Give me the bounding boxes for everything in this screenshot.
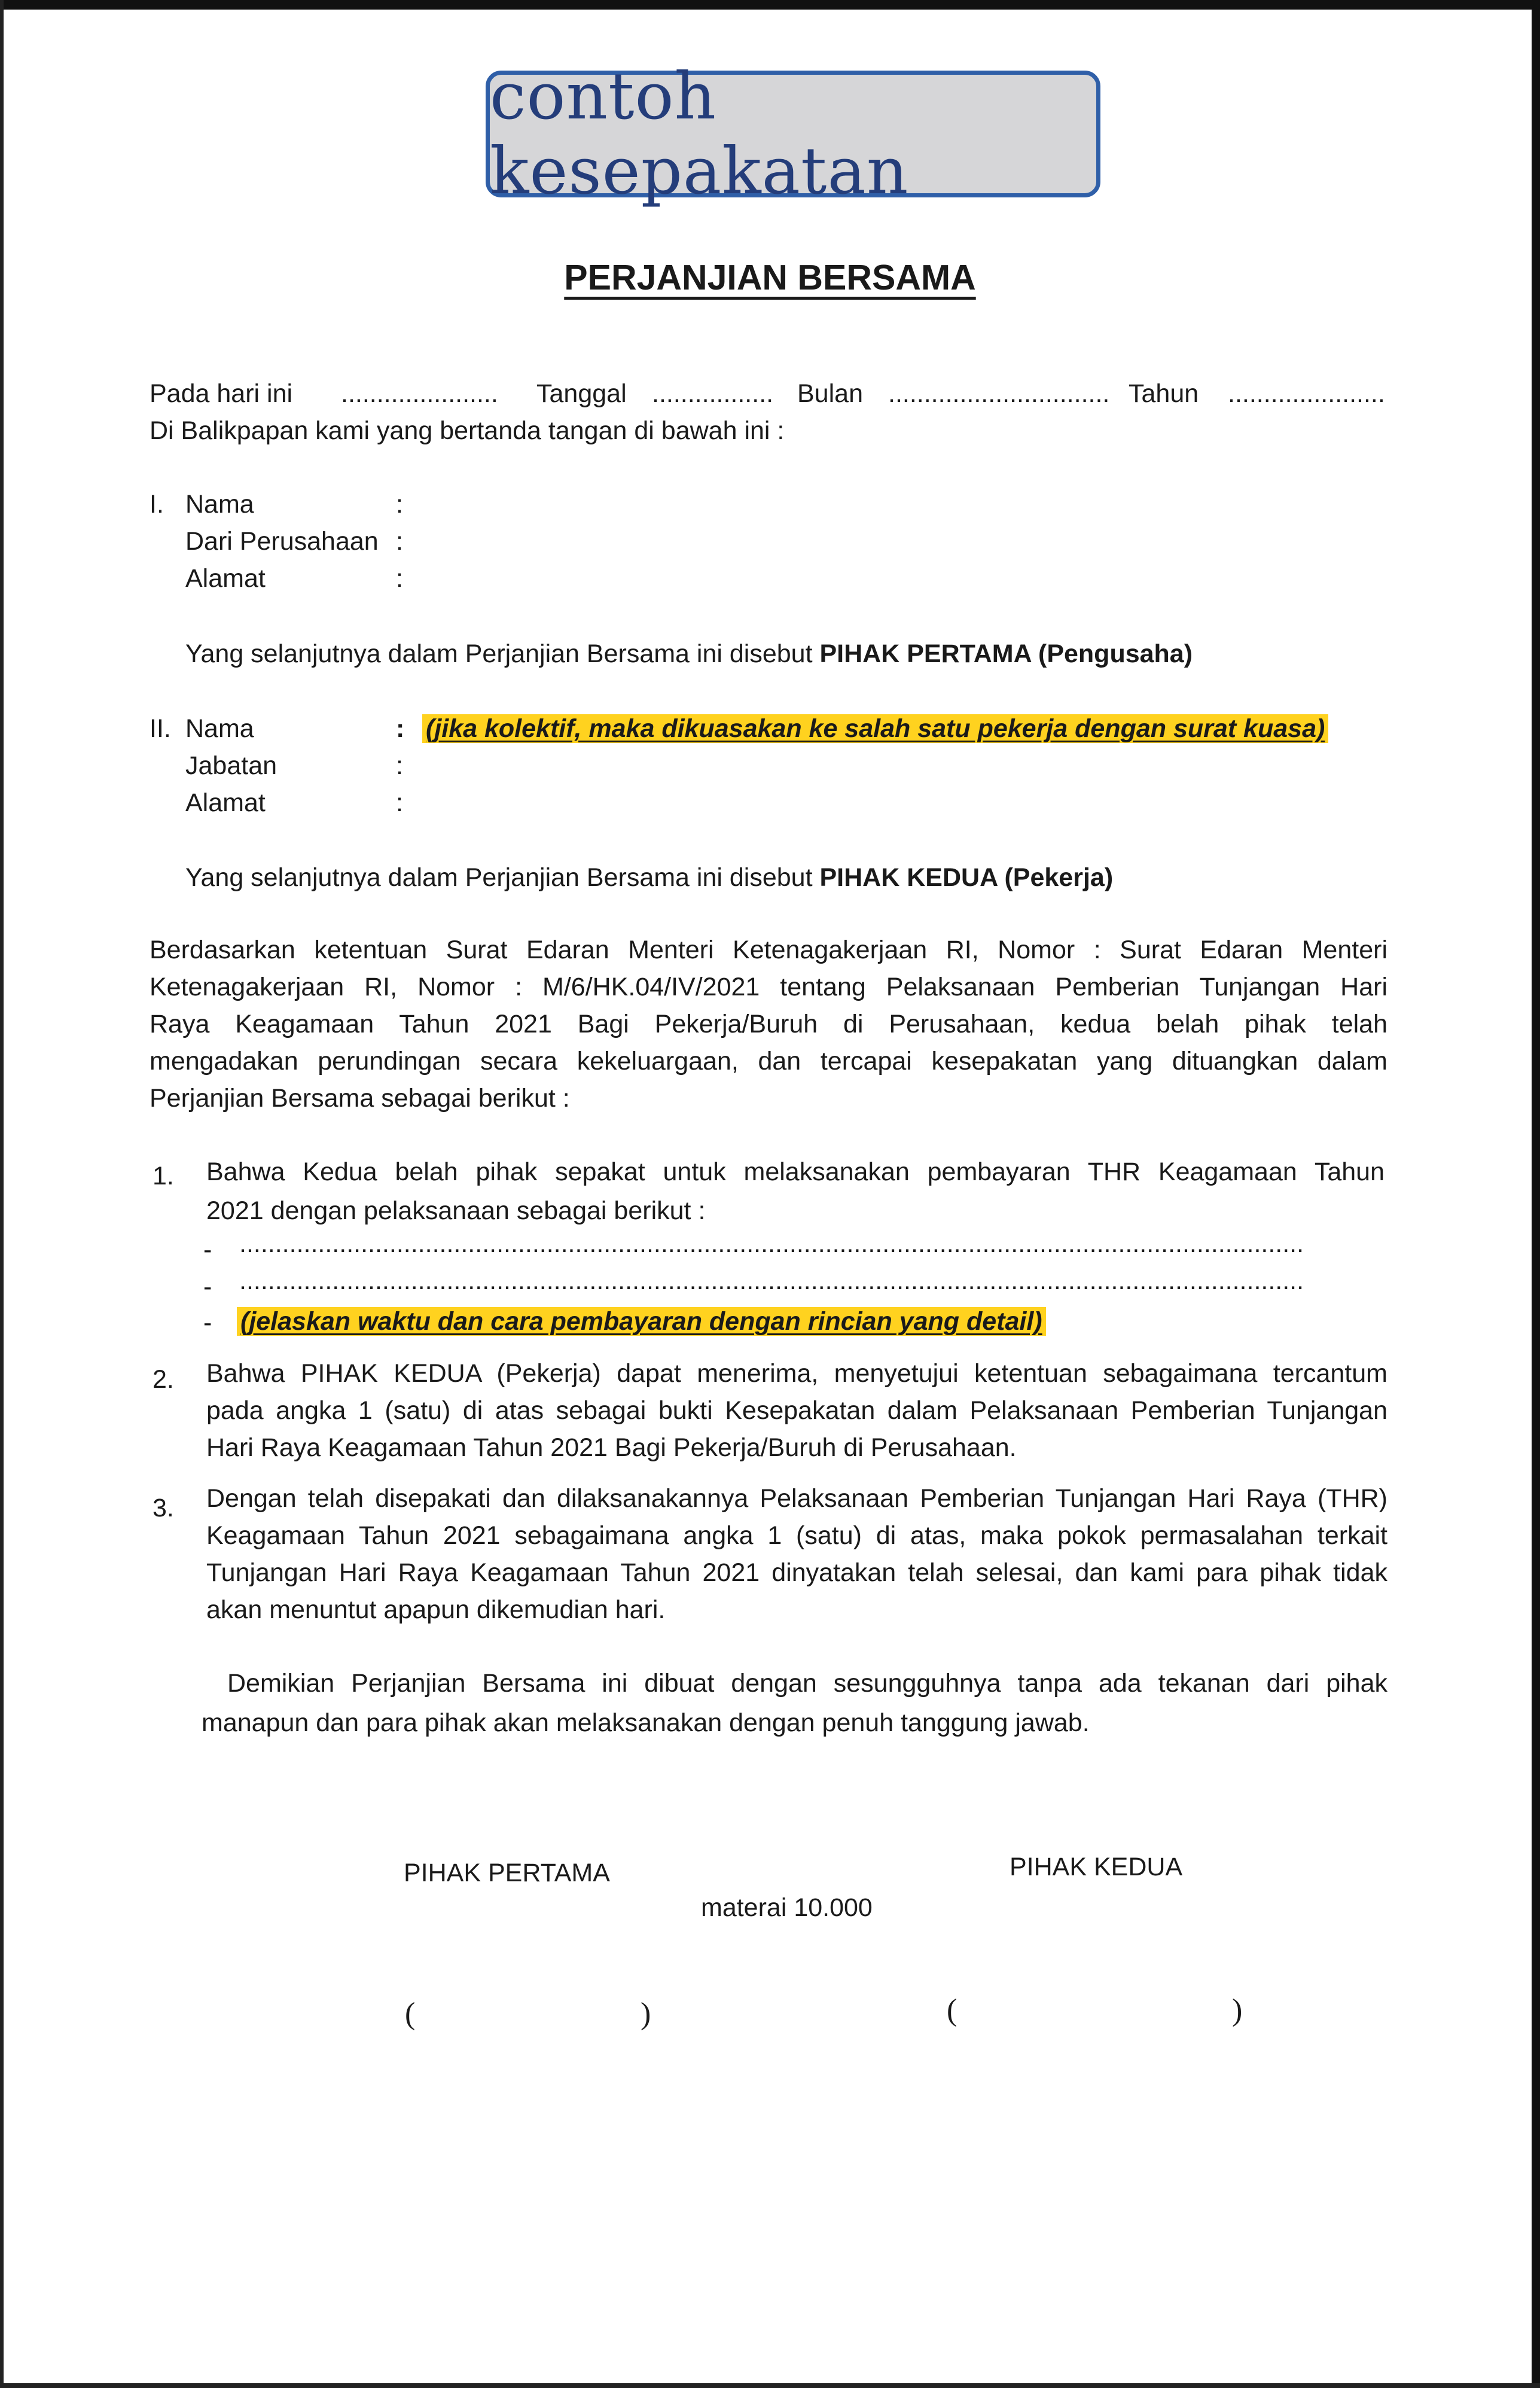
scan-edge-top (0, 0, 1540, 10)
item2-number: 2. (153, 1365, 174, 1394)
closing-line-2: manapun dan para pihak akan melaksanakan dengan penuh tanggung jawab. (202, 1708, 1090, 1737)
item1-highlight-line (237, 1303, 1046, 1340)
basis-line-4: mengadakan perundingan secara kekeluargaan, dan tercapai kesepakatan yang dituangkan dalam (150, 1047, 1387, 1076)
party2-jabatan-label: Jabatan (185, 751, 277, 780)
item1-line-1: Bahwa Kedua belah pihak sepakat untuk melaksanakan pembayaran THR Keagamaan Tahun (206, 1158, 1385, 1186)
intro-hari: Pada hari ini (150, 379, 293, 408)
item1-dash-3: - (203, 1308, 212, 1337)
party1-note (185, 635, 1193, 672)
party1-note-text: Yang selanjutnya dalam Perjanjian Bersama ini disebut (185, 639, 820, 668)
intro-dots-hari: ...................... (341, 379, 498, 408)
party1-alamat-label: Alamat (185, 564, 266, 593)
basis-line-5: Perjanjian Bersama sebagai berikut : (150, 1084, 570, 1113)
item3-line-1: Dengan telah disepakati dan dilaksanakannya Pelaksanaan Pemberian Tunjangan Hari Raya (THR) (206, 1484, 1387, 1513)
basis-line-3: Raya Keagamaan Tahun 2021 Bagi Pekerja/Buruh di Perusahaan, kedua belah pihak telah (150, 1010, 1387, 1038)
item2-line-1: Bahwa PIHAK KEDUA (Pekerja) dapat menerima, menyetujui ketentuan sebagaimana tercantum (206, 1359, 1387, 1388)
item3-number: 3. (153, 1494, 174, 1522)
party1-nama-colon: : (396, 490, 403, 519)
basis-line-1: Berdasarkan ketentuan Surat Edaran Menteri Ketenagakerjaan RI, Nomor : Surat Edaran Menteri (150, 936, 1387, 964)
intro-dots-tanggal: ................. (652, 379, 774, 408)
intro-line2: Di Balikpapan kami yang bertanda tangan di bawah ini : (150, 416, 785, 445)
item2-line-2: pada angka 1 (satu) di atas sebagai bukti Kesepakatan dalam Pelaksanaan Pemberian Tunjangan (206, 1396, 1387, 1425)
example-stamp: contoh kesepakatan (486, 71, 1100, 197)
party2-nama-label: Nama (185, 714, 254, 743)
party2-note-text: Yang selanjutnya dalam Perjanjian Bersama ini disebut (185, 863, 820, 892)
item1-dots-2: ..................................................................................................................................................... (239, 1266, 1304, 1295)
party2-designation: PIHAK KEDUA (Pekerja) (819, 863, 1114, 892)
item1-dots-1: ..................................................................................................................................................... (239, 1229, 1304, 1258)
party1-perusahaan-colon: : (396, 527, 403, 556)
document-title: PERJANJIAN BERSAMA (564, 258, 976, 297)
party2-number: II. (150, 714, 171, 743)
signature-materai: materai 10.000 (701, 1893, 873, 1922)
party2-nama-colon: : (396, 714, 405, 743)
item3-line-2: Keagamaan Tahun 2021 sebagaimana angka 1 (satu) di atas, maka pokok permasalahan terkait (206, 1521, 1387, 1550)
intro-dots-bulan: ............................... (888, 379, 1110, 408)
intro-dots-tahun: ...................... (1228, 379, 1385, 408)
item1-line-2: 2021 dengan pelaksanaan sebagai berikut : (206, 1196, 706, 1225)
party2-jabatan-colon: : (396, 751, 403, 780)
party1-number: I. (150, 490, 164, 519)
scan-edge-bottom (0, 2383, 1540, 2388)
party1-nama-label: Nama (185, 490, 254, 519)
scan-edge-right (1532, 0, 1540, 2388)
signature-pihak-pertama: PIHAK PERTAMA (404, 1859, 610, 1887)
intro-bulan: Bulan (797, 379, 863, 408)
item3-line-3: Tunjangan Hari Raya Keagamaan Tahun 2021 dinyatakan telah selesai, dan kami para pihak tidak (206, 1558, 1387, 1587)
party2-alamat-colon: : (396, 788, 403, 817)
scan-edge-left (0, 0, 4, 2388)
item1-number: 1. (153, 1162, 174, 1190)
item1-dash-1: - (203, 1235, 212, 1264)
intro-tahun: Tahun (1129, 379, 1199, 408)
intro-tanggal: Tanggal (536, 379, 627, 408)
highlight-collective-note: (jika kolektif, maka dikuasakan ke salah satu pekerja dengan surat kuasa) (422, 714, 1328, 743)
basis-line-2: Ketenagakerjaan RI, Nomor : M/6/HK.04/IV/2021 tentang Pelaksanaan Pemberian Tunjangan Hari (150, 973, 1387, 1001)
item1-dash-2: - (203, 1272, 212, 1301)
signature-left-open-paren: ( (405, 1997, 416, 2031)
party2-note (185, 859, 1113, 896)
party1-designation: PIHAK PERTAMA (Pengusaha) (819, 639, 1193, 668)
party2-nama-highlight (422, 710, 1328, 747)
signature-pihak-kedua: PIHAK KEDUA (1010, 1853, 1183, 1881)
signature-left-close-paren: ) (641, 1997, 651, 2031)
party1-alamat-colon: : (396, 564, 403, 593)
highlight-payment-note: (jelaskan waktu dan cara pembayaran dengan rincian yang detail) (237, 1307, 1046, 1336)
closing-line-1: Demikian Perjanjian Bersama ini dibuat dengan sesungguhnya tanpa ada tekanan dari pihak (227, 1669, 1387, 1698)
party2-alamat-label: Alamat (185, 788, 266, 817)
item2-line-3: Hari Raya Keagamaan Tahun 2021 Bagi Pekerja/Buruh di Perusahaan. (206, 1433, 1017, 1462)
party1-perusahaan-label: Dari Perusahaan (185, 527, 379, 556)
signature-right-open-paren: ( (947, 1993, 957, 2027)
item3-line-4: akan menuntut apapun dikemudian hari. (206, 1595, 666, 1624)
signature-right-close-paren: ) (1232, 1993, 1243, 2027)
